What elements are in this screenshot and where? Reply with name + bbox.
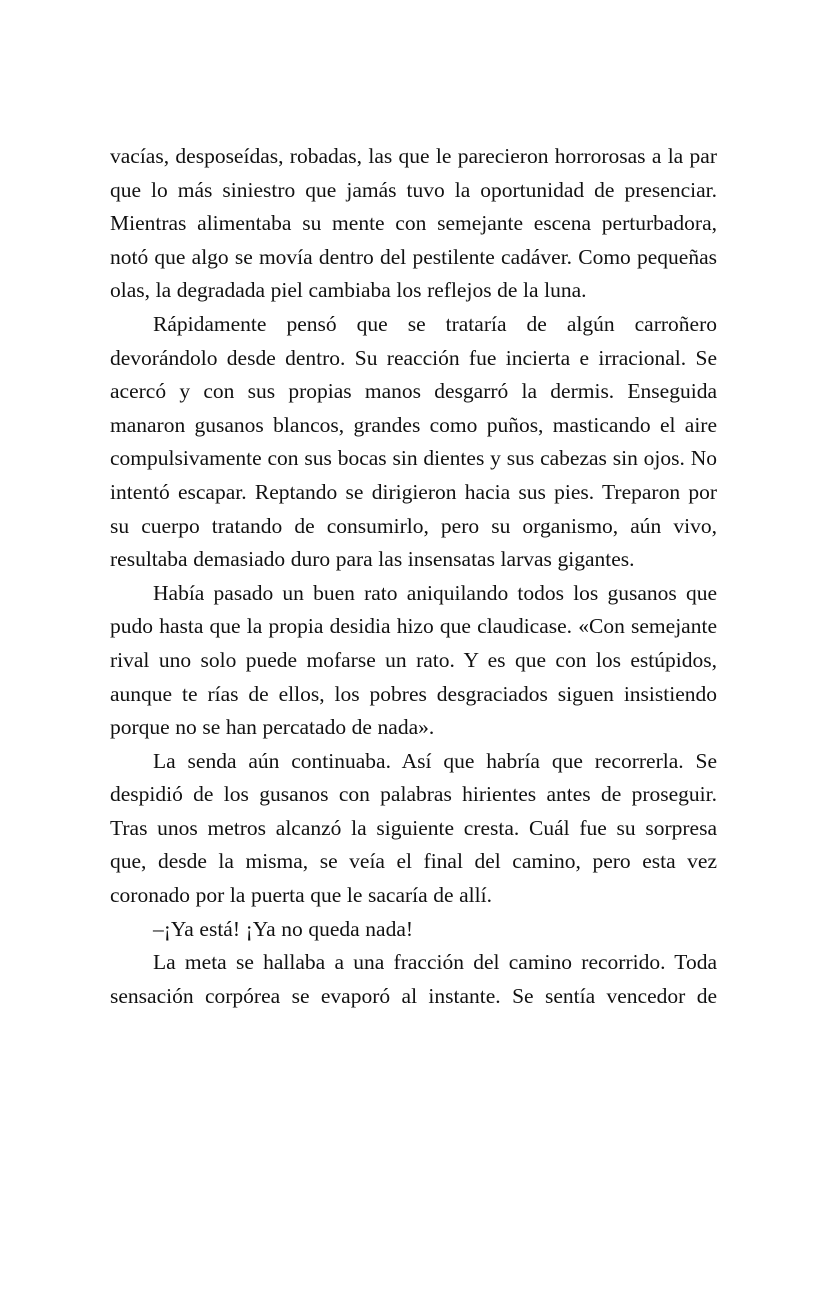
page-text-block bbox=[110, 140, 717, 1013]
paragraph-5-dialogue: –¡Ya está! ¡Ya no queda nada! bbox=[153, 916, 414, 941]
paragraph-2: Rápidamente pensó que se trataría de algún carroñero devorándolo desde dentro. Su reacción fue incierta e irracional. Se acercó y con sus propias manos desgarró la dermis. Enseguida manaron gusanos blancos, grandes como puños, masticando el aire compulsivamente con sus bocas sin dientes y sus cabezas sin ojos. No intentó escapar. Reptando se dirigieron hacia sus pies. Treparon por su cuerpo tratando de consumirlo, pero su organismo, aún vivo, resultaba demasiado duro para las insensatas larvas gigantes. bbox=[110, 311, 717, 572]
paragraph-3: Había pasado un buen rato aniquilando todos los gusanos que pudo hasta que la propia desidia hizo que claudicase. «Con semejante rival uno solo puede mofarse un rato. Y es que con los estúpidos, aunque te rías de ellos, los pobres desgraciados siguen insistiendo porque no se han percatado de nada». bbox=[110, 580, 717, 740]
paragraph-4: La senda aún continuaba. Así que habría que recorrerla. Se despidió de los gusanos con palabras hirientes antes de proseguir. Tras unos metros alcanzó la siguiente cresta. Cuál fue su sorpresa que, desde la misma, se veía el final del camino, pero esta vez coronado por la puerta que le sacaría de allí. bbox=[110, 748, 717, 908]
paragraph-6: La meta se hallaba a una fracción del camino recorrido. Toda sensación corpórea se evaporó al instante. Se sentía vencedor de bbox=[110, 950, 717, 1008]
paragraph-1: vacías, desposeídas, robadas, las que le parecieron horrorosas a la par que lo más siniestro que jamás tuvo la oportunidad de presenciar. Mientras alimentaba su mente con semejante escena perturbadora, notó que algo se movía dentro del pestilente cadáver. Como pequeñas olas, la degradada piel cambiaba los reflejos de la luna. bbox=[110, 144, 717, 303]
